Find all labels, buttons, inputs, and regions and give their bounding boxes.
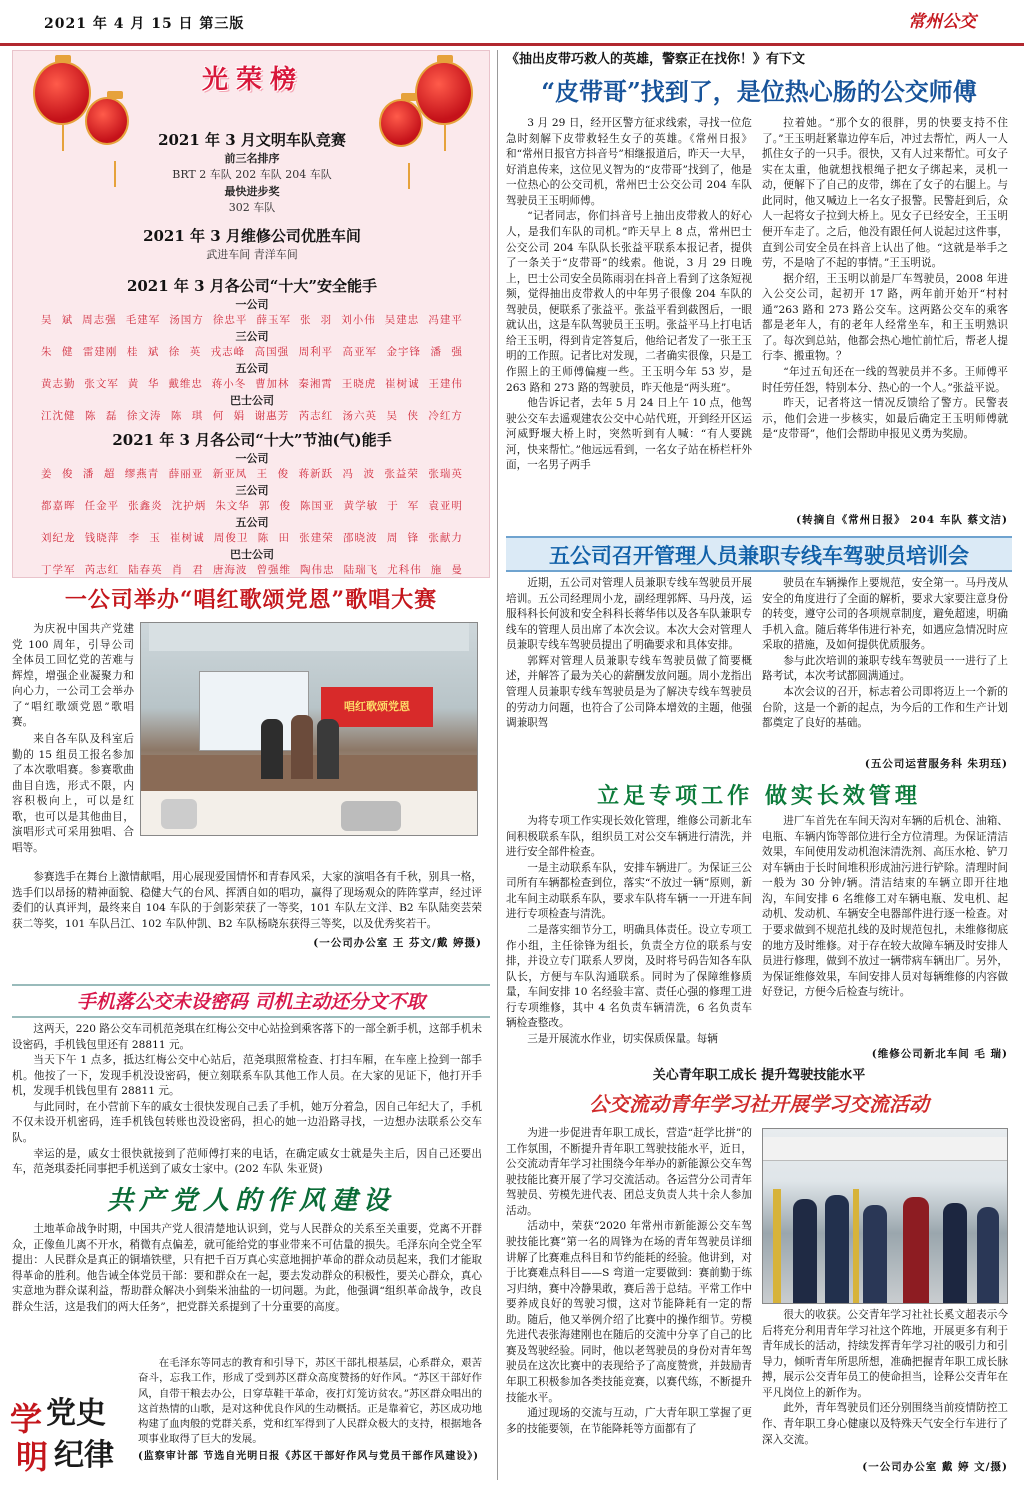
honoree-name: 张献力	[428, 532, 463, 545]
honoree-name: 陈	[257, 532, 270, 545]
lantern-icon	[415, 61, 473, 125]
honoree-name: 华	[148, 378, 160, 391]
honoree-name: 郭	[258, 500, 271, 513]
honoree-name: 刘小伟	[341, 314, 376, 327]
issue-date: 2021 年 4 月 15 日 第三版	[44, 16, 245, 32]
honoree-name: 芮志红	[298, 409, 334, 422]
company-label: 巴士公司	[230, 393, 274, 407]
article-column	[762, 1308, 1008, 1448]
honoree-name: 潘	[430, 346, 442, 359]
article-column	[506, 814, 752, 1047]
honor-section-workshop	[13, 225, 491, 263]
honoree-name: 曼	[451, 563, 463, 576]
byline: (一公司办公室 戴 婷 文/摄)	[862, 1461, 1008, 1473]
name-row	[13, 313, 491, 329]
paragraph: 驶员在车辆操作上要规范，安全第一。马丹茂从安全的角度进行了全面的解析，要求大家要注意身份的转变，遵守公司的各项规章制度，避免超速，明确手机入盒。随后蒋华伟进行补充，如遇应急情况时应采取的措施，及如何提供优质服务。	[762, 577, 1008, 652]
honoree-name: 周俊卫	[213, 532, 249, 545]
paragraph: 三是开展流水作业，切实保质保量。每辆	[527, 1032, 718, 1045]
honoree-name: 曹加林	[255, 378, 290, 391]
honoree-name: 沈护炳	[171, 500, 207, 513]
subheading: 最快进步奖	[224, 184, 280, 198]
honoree-name: 薛丽亚	[168, 468, 204, 481]
honoree-name: 军	[407, 500, 420, 513]
badge-char: 纪律	[54, 1438, 114, 1473]
byline: (转摘自《常州日报》 204 车队 蔡文洁)	[796, 514, 1008, 526]
honoree-name: 吴建忠	[384, 314, 420, 327]
newspaper-logo: 常州公交	[908, 12, 976, 32]
singing-photo	[140, 622, 478, 836]
paragraph: 参赛选手在舞台上激情献唱，用心展现爱国情怀和青春风采，大家的演唱各有千秋，别具一格，选手们以昂扬的精神面貌、稳健大气的台风、挥洒自如的唱功，赢得了现场观众的阵阵掌声，经过评委们的认真评判，最终来自 104 车队的于剑影荣获了一等奖，101 车队左文洋、B2 车队陆奕芸荣获二等奖，101 车队吕江、102 车队仲凯、B2 车队杨晓东获得三等奖，以及优秀奖若干。	[12, 871, 482, 930]
byline: (监察审计部 节选自光明日报《苏区干部好作风与党员干部作风建设》)	[138, 1450, 479, 1462]
paragraph: 来自各车队及科室后勤的 15 组员工报名参加了本次歌唱赛。参赛歌曲曲目自选，形式不限，内容积极向上，可以是红歌，也可以是其他曲目，演唱形式可采用独唱、合唱等。	[12, 732, 134, 854]
honoree-name: 朱文华	[215, 500, 250, 513]
honoree-name: 俊	[61, 468, 74, 481]
honoree-name: 君	[192, 563, 204, 576]
honoree-name: 肖	[171, 563, 184, 576]
honoree-name: 俊	[277, 468, 290, 481]
honoree-name: 戴维忠	[168, 378, 203, 391]
honoree-name: 钱晓萍	[84, 532, 120, 545]
paragraph: 据介绍，王玉明以前是厂车驾驶员，2008 年进入公交公司，起初开 17 路，两年前开始开“村村通”263 路和 273 路公交车。这两路公交车的乘客都是老年人，有的老年人经常坐车，和王玉明熟识了。每次到总站，他都会热心地忙前忙后，帮老人提行李、搬重物。？	[762, 272, 1008, 363]
honoree-name: 袁亚明	[428, 500, 463, 513]
honoree-name: 毛建军	[125, 314, 161, 327]
paragraph: 郭辉对管理人员兼职专线车驾驶员做了简要概述，并解答了最为关心的薪酬发放问题。周小龙指出管理人员兼职专线车驾驶员是为了解决专线车驾驶员的劳动力问题，也符合了公司降本增效的主题，他强调兼职驾	[506, 654, 752, 730]
section-title: 2021 年 3 月各公司“十大”节油(气)能手	[112, 431, 392, 449]
honoree-name: 田	[278, 532, 290, 545]
honoree-name: 谢惠芳	[254, 409, 290, 422]
article-column	[506, 576, 752, 732]
honoree-name: 邵晓波	[343, 532, 378, 545]
honoree-name: 高亚军	[342, 346, 378, 359]
lantern-icon	[33, 61, 91, 125]
paragraph: “记者同志，你们抖音号上抽出皮带救人的好心人，是我们车队的司机。”昨天早上 8 点，常州巴士公交公司 204 车队队长张益平联系本报记者，提供了一条关于“皮带哥”的线索。他说，3 月 29 日晚上，巴士公司安全员陈雨羽在抖音上看到了这条短视频，觉得抽出皮带救人的中年男子很像 204 车队的驾驶员，便联系了张益平。张益平看到截图后，一眼就认出，这是车队驾驶员王玉明。张益平马上打电话给王玉明，得到肯定答复后，他给记者发了一张王玉明的工作照。记者比对发现，二者确实很像，只是工作照上的王师傅偏瘦一些。王玉明今年 53 岁，是 263 路和 273 路的驾驶员，昨天他是“两头班”。	[506, 210, 752, 394]
honoree-name: 张	[300, 314, 312, 327]
paragraph: “年过五旬还在一线的驾驶员并不多。王师傅平时任劳任怨，特别本分、热心的一个人。”张益平说。	[762, 366, 1008, 394]
honoree-name: 张鑫炎	[128, 500, 163, 513]
byline: (五公司运营服务科 朱玥珏)	[864, 758, 1008, 770]
honoree-name: 江沈健	[41, 409, 76, 422]
paragraph: 昨天，记者将这一情况反馈给了警方。民警表示，他们会进一步核实，如最后确定王玉明师傅就是“皮带哥”，他们会帮助申报见义勇为奖励。	[762, 397, 1008, 441]
paragraph: 很大的收获。公交青年学习社社长奚文超表示今后将充分利用青年学习社这个阵地，开展更多有利于青年成长的活动，持续发挥青年学习社的吸引力和引导力，倾听青年所思所想，准确把握青年职工成长脉搏，展示公交青年员工的使命担当，诠释公交青年在平凡岗位上的新作为。	[762, 1309, 1008, 1399]
youth-activity-photo	[762, 1128, 1008, 1304]
article-column	[506, 116, 752, 474]
honoree-name: 高国强	[254, 346, 290, 359]
paragraph: 他告诉记者，去年 5 月 24 日上午 10 点，他驾驶公交车去遥观建农公交中心站代班，开到经开区运河威野堰大桥上时，突然听到有人喊：“有人要跳河，快来帮忙。”他远远看到，一名女子站在桥栏杆外面，一名男子两手	[506, 397, 752, 472]
article-column	[762, 814, 1008, 1001]
honoree-name: 吴	[386, 409, 398, 422]
paragraph: 土地革命战争时期，中国共产党人很清楚地认识到，党与人民群众的关系至关重要，党离不开群众，正像鱼儿离不开水，稍微有点偏差，就可能给党的事业带来不可估量的损失。毛泽东向全党全军提出：人民群众是真正的铜墙铁壁，只有把千百万真心实意地拥护革命的群众动员起来，我们才能取得革命的胜利。他告诫全体党员干部：要和群众在一起，要去发动群众的积极性，要关心群众，真心实意地为群众谋利益，帮助群众解决小到柴米油盐的一切问题。为此，他强调“组织革命战争，改良群众生活，这是我们的两大任务”，把党群关系提到了十分重要的高度。	[12, 1223, 482, 1313]
section-title: 2021 年 3 月文明车队竞赛	[158, 131, 346, 149]
honoree-name: 蒋新跃	[298, 468, 334, 481]
honoree-name: 秦湘霄	[298, 378, 333, 391]
company-label: 三公司	[235, 483, 269, 497]
byline: (维修公司新北车间 毛 瑞)	[871, 1048, 1008, 1060]
article-kicker: 关心青年职工成长 提升驾驶技能水平	[652, 1068, 866, 1083]
paragraph: 为庆祝中国共产党建党 100 周年，引导公司全体员工回忆党的苦难与辉煌，增强企业凝聚力和向心力，一公司工会举办了“唱红歌颂党恩”歌唱赛。	[12, 623, 134, 729]
honoree-name: 戎志峰	[210, 346, 246, 359]
honoree-name: 冯	[342, 468, 355, 481]
honoree-name: 张瑞英	[428, 468, 463, 481]
company-label: 一公司	[235, 452, 269, 466]
honor-section-civil-fleet	[13, 129, 491, 216]
honor-roll	[12, 50, 490, 578]
name-row	[13, 563, 491, 579]
honoree-name: 汤六英	[342, 409, 378, 422]
paragraph: 与此同时，在小营前下车的戚女士很快发现自己丢了手机，她万分着急，因自己年纪大了，手机不仅未设开机密码，连手机钱包转账也没设密码，担心的她一边沿路寻找，一边想办法联系公交车队。	[12, 1100, 482, 1144]
honoree-name: 薛玉军	[256, 314, 291, 327]
paragraph: 在毛泽东等同志的教育和引导下，苏区干部扎根基层，心系群众，艰苦奋斗，忘我工作，形成了受到苏区群众高度赞扬的好作风。“苏区干部好作风，自带干粮去办公，日穿草鞋干革命，夜打灯笼访贫农。”苏区群众唱出的这首热情的山歌，是对这种优良作风的生动概括。正是靠着它，苏区成功地构建了血肉般的党群关系，党和红军得到了人民群众极大的支持，根据地各项事业取得了巨大的发展。	[138, 1357, 482, 1446]
article-column	[762, 116, 1008, 443]
honoree-name: 张建荣	[299, 532, 334, 545]
honoree-name: 尤科伟	[387, 563, 422, 576]
honoree-name: 施	[430, 563, 443, 576]
honoree-name: 潘	[82, 468, 95, 481]
honoree-name: 琪	[191, 409, 204, 422]
honoree-name: 崔树诚	[170, 532, 205, 545]
name-row	[13, 409, 491, 425]
honoree-name: 周利平	[298, 346, 334, 359]
honoree-name: 超	[103, 468, 116, 481]
honoree-name: 陈	[84, 409, 97, 422]
article-title: 共产党人的作风建设	[106, 1186, 395, 1216]
paragraph: 当天下午 1 点多，抵达红梅公交中心站后，范尧琪照常检查、打扫车厢，在车座上捡到一部手机。他按了一下，发现手机没设密码，便立刻联系车队其他工作人员。在大家的见证下，他打开手机，发现手机钱包里有 28811 元。	[12, 1054, 482, 1098]
honoree-name: 陈	[170, 409, 183, 422]
paragraph: 这两天，220 路公交车司机范尧琪在红梅公交中心站捡到乘客落下的一部全新手机，这部手机未设密码，手机钱包里还有 28811 元。	[12, 1023, 482, 1051]
award-line: 武进车间 青洋车间	[206, 248, 298, 262]
article-title: 手机落公交未设密码 司机主动还分文不取	[76, 991, 426, 1013]
honoree-name: 都嘉晖	[41, 500, 76, 513]
paragraph: 拉着她。“那个女的很胖，男的快要支持不住了。”王玉明赶紧靠边停车后，冲过去帮忙，两人一人抓住女子的一只手。很快，又有人过来帮忙。可女子实在太重，他就想找根绳子把女子绑起来，灵机一动，便解下了自己的皮带，绑在了女子的右腿上。与此同时，他又喊边上一名女子报警。民警赶到后，众人一起将女子拉到大桥上。见女子已经安全，王玉明便开车走了。之后，他没有跟任何人说起过这件事，直到公司安全员在抖音上认出了他。“这就是举手之劳，不是啥了不起的事情。”王玉明说。	[762, 117, 1008, 270]
honoree-name: 桂	[126, 346, 139, 359]
honoree-name: 黄	[127, 378, 140, 391]
honoree-name: 强	[451, 346, 463, 359]
honoree-name: 蒋小冬	[211, 378, 247, 391]
honoree-name: 吴	[41, 314, 53, 327]
honoree-name: 陶伟忠	[300, 563, 335, 576]
honoree-name: 雷建刚	[82, 346, 118, 359]
subheading: 前三名排序	[224, 152, 280, 166]
honoree-name: 黄学敏	[343, 500, 379, 513]
badge-char: 党史	[46, 1396, 106, 1431]
name-row	[13, 467, 491, 483]
article-title: “皮带哥”找到了，是位热心肠的公交师傅	[541, 77, 977, 106]
article-column	[762, 576, 1008, 732]
name-row	[13, 377, 491, 393]
article-title: 立足专项工作 做实长效管理	[597, 783, 921, 809]
honoree-name: 刘纪龙	[41, 532, 76, 545]
paragraph: 此外，青年驾驶员们还分别围绕当前疫情防控工作、青年职工身心健康以及特殊天气安全行车进行了深入交流。	[762, 1402, 1008, 1446]
honoree-name: 李	[128, 532, 141, 545]
article-body	[12, 622, 134, 856]
honoree-name: 斌	[61, 314, 74, 327]
article-title: 一公司举办“唱红歌颂党恩”歌唱大赛	[64, 587, 438, 613]
honor-roll-title: 光荣榜	[201, 65, 304, 95]
badge-char: 学	[10, 1400, 43, 1438]
honoree-name: 俊	[279, 500, 291, 513]
honoree-name: 徐文涛	[126, 409, 162, 422]
name-row	[13, 499, 491, 515]
honoree-name: 健	[61, 346, 74, 359]
article-body	[12, 1022, 482, 1178]
company-label: 三公司	[235, 329, 269, 343]
article-body	[138, 1356, 482, 1464]
honoree-name: 金宇锋	[386, 346, 421, 359]
company-label: 五公司	[235, 515, 269, 529]
honoree-name: 缪燕青	[124, 468, 160, 481]
honoree-name: 芮志红	[84, 563, 120, 576]
section-title: 2021 年 3 月维修公司优胜车间	[143, 227, 361, 245]
article-kicker: 《抽出皮带巧救人的英雄，警察正在找你！》有下文	[506, 52, 806, 67]
honoree-name: 英	[189, 346, 202, 359]
honoree-name: 王建伟	[428, 378, 463, 391]
honoree-name: 陈国亚	[300, 500, 335, 513]
paragraph: 近期，五公司对管理人员兼职专线车驾驶员开展培训。五公司经理周小龙，副经理郭辉、马丹茂，运服科科长何波和安全科科长蒋华伟以及各车队兼职专线车的管理人员出席了本次会议。本次大会对管理人员兼职专线车驾驶员提出了明确要求和具体安排。	[506, 577, 752, 652]
company-label: 巴士公司	[230, 547, 274, 561]
honoree-name: 陆春英	[128, 563, 163, 576]
honoree-name: 张益荣	[384, 468, 419, 481]
honoree-name: 冷红方	[428, 409, 463, 422]
honoree-name: 娟	[233, 409, 246, 422]
honoree-name: 王	[256, 468, 269, 481]
honor-section-fuel	[13, 429, 491, 578]
company-label: 五公司	[235, 361, 269, 375]
paragraph: 通过现场的交流与互动，广大青年职工掌握了更多的技能要领，在节能降耗等方面都有了	[506, 1407, 752, 1435]
column-divider	[497, 50, 498, 1480]
honoree-name: 于	[387, 500, 399, 513]
paragraph: 幸运的是，戚女士很快就接到了范师傅打来的电话，在确定戚女士就是失主后，因自己还要出车，范尧琪委托同事把手机送到了戚女士家中。(202 车队 朱亚贤)	[12, 1147, 482, 1176]
party-history-badge	[8, 1392, 132, 1476]
ranking-line: BRT 2 车队 202 车队 204 车队	[172, 168, 332, 182]
honoree-name: 磊	[105, 409, 118, 422]
article-title: 五公司召开管理人员兼职专线车驾驶员培训会	[549, 543, 969, 568]
honoree-name: 崔树诚	[385, 378, 420, 391]
paragraph: 参与此次培训的兼职专线车驾驶员一一进行了上路考试，本次考试都圆满通过。	[762, 654, 1008, 683]
paragraph: 一是主动联系车队，安排车辆进厂。为保证三公司所有车辆都检查到位，落实“不放过一辆”原则，新北车间主动联系车队，要求车队将车辆一一开进车间进行专项检查与清洗。	[506, 861, 752, 921]
honoree-name: 周	[386, 532, 399, 545]
honoree-name: 新亚凤	[212, 468, 248, 481]
honoree-name: 唐海波	[212, 563, 248, 576]
paragraph: 3 月 29 日，经开区警方征求线索，寻找一位危急时刻解下皮带救轻生女子的英雄。《常州日报》和“常州日报官方抖音号”相继报道后，昨天一大早，好消息传来，这位见义智为的“皮带哥”找到了，他是一位热心的公交司机，常州巴士公交公司 204 车队驾驶员王玉明师傅。	[506, 117, 752, 207]
article-column	[506, 1126, 752, 1437]
paragraph: 为将专项工作实现长效化管理，维修公司新北车间积极联系车队，组织员工对公交车辆进行清洗，并进行安全部件检查。	[506, 815, 752, 859]
honoree-name: 羽	[320, 314, 333, 327]
honoree-name: 曾强维	[256, 563, 291, 576]
honoree-name: 丁学军	[41, 563, 76, 576]
honoree-name: 何	[212, 409, 225, 422]
honoree-name: 侠	[407, 409, 419, 422]
article-title: 公交流动青年学习社开展学习交流活动	[589, 1092, 929, 1116]
honoree-name: 冯建平	[428, 314, 463, 327]
company-label: 一公司	[235, 298, 269, 312]
paragraph: 活动中，荣获“2020 年常州市新能源公交车驾驶技能比赛”第一名的周锋为在场的青年驾驶员详细讲解了比赛难点科目和节约能耗的经验。他讲到，对于比赛难点科目——S 弯道一定要做到：赛前勤于练习归纳，赛中冷静果敢，赛后善于总结。平常工作中要养成良好的驾驶习惯，这对节能降耗有一定的帮助。随后，他又举例介绍了比赛中的操作细节。劳模先进代表张海建刚也在随后的交流中分享了自己的比赛及驾驶经验。同时，他以老驾驶员的身份对青年驾驶员在这次比赛中的表现给予了高度赞赏，并鼓励青年职工积极参加各类技能竞赛，以赛代练，不断提升技能水平。	[506, 1220, 752, 1404]
article-body	[12, 1222, 482, 1315]
honoree-name: 汤国方	[169, 314, 204, 327]
byline: (一公司办公室 王 芬文/戴 婷摄)	[313, 937, 482, 950]
honoree-name: 波	[363, 468, 375, 481]
honoree-name: 姜	[41, 468, 53, 481]
honoree-name: 徐忠平	[212, 314, 248, 327]
honoree-name: 王晓虎	[341, 378, 377, 391]
paragraph: 进厂车首先在车间天沟对车辆的后机仓、油箱、电瓶、车辆内饰等部位进行全方位清理。为保证清洁效果，车间使用发动机泡沫清洗剂、高压水枪、铲刀对车辆由于长时间堆积形成油污进行铲除。清理时间一般为 30 分钟/辆。清洁结束的车辆立即开往地沟，车间安排 6 名维修工对车辆电瓶、发电机、起动机、发动机、车辆安全电器部件进行逐一检查。对于要求做到不规范扎线的及时规范包扎，未维修彻底的地方及时维修。对于存在较大故障车辆及时安排人员进行修理，做到不放过一辆带病车辆出厂。另外，为保证维修效果，车间安排人员对每辆维修的内容做好登记，方便今后检查与统计。	[762, 815, 1008, 999]
honoree-name: 锋	[407, 532, 420, 545]
honoree-name: 玉	[149, 532, 161, 545]
paragraph: 本次会议的召开，标志着公司即将迈上一个新的台阶，这是一个新的起点，为今后的工作和生产计划都奠定了良好的基础。	[762, 685, 1008, 730]
article-body	[12, 870, 482, 952]
honoree-name: 黄志勤	[41, 378, 76, 391]
badge-char: 明	[16, 1438, 49, 1476]
honoree-name: 斌	[147, 346, 160, 359]
honoree-name: 朱	[41, 346, 53, 359]
honoree-name: 张文军	[84, 378, 119, 391]
honoree-name: 任金平	[84, 500, 120, 513]
honoree-name: 陆瑞飞	[343, 563, 379, 576]
stage-banner: 唱红歌颂党恩	[321, 687, 433, 727]
name-row	[13, 531, 491, 547]
paragraph: 为进一步促进青年职工成长，营造“赶学比拼”的工作氛围，不断提升青年职工驾驶技能水平，近日，公交流动青年学习社围绕今年举办的新能源公交车驾驶技能比赛开展了学习交流活动。各运营分公司青年驾驶员、劳模先进代表、团总支负责人共十余人参加活动。	[506, 1127, 752, 1217]
honoree-name: 周志强	[82, 314, 117, 327]
honor-section-safety	[13, 275, 491, 424]
paragraph: 二是落实细节分工，明确具体责任。设立专项工作小组，主任徐锋为组长，负责全方位的联系与安排，并设立专门联系人罗岗，及时将号码告知各车队队长，方便与车队沟通联系。同时为了保障维修质量，车间安排 10 名经验丰富、责任心强的修理工进行专项维修，其中 4 名负责车辆清洗，6 名负责车辆检查整改。	[506, 923, 752, 1030]
name-row	[13, 345, 491, 361]
award-line: 302 车队	[228, 200, 276, 214]
section-title: 2021 年 3 月各公司“十大”安全能手	[126, 277, 378, 295]
honoree-name: 徐	[168, 346, 181, 359]
